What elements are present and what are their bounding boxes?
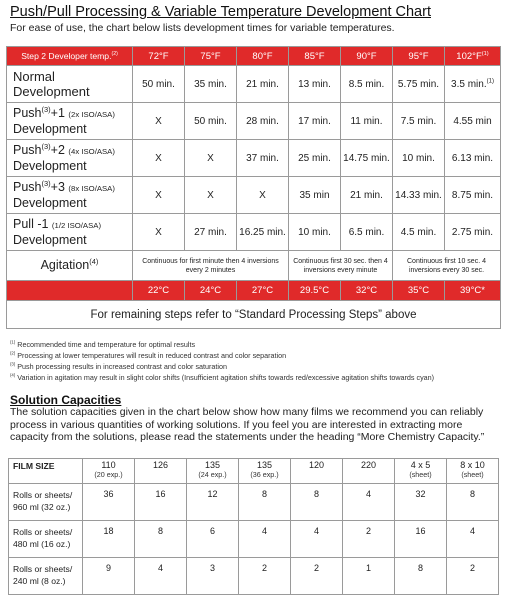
time-cell: 11 min.: [341, 103, 393, 140]
column-header: [135, 459, 187, 484]
time-cell: 6.13 min.: [445, 140, 501, 177]
row-label-note: (2x ISO/ASA): [68, 109, 115, 119]
temp-f-cell: [289, 47, 341, 66]
time-cell: 5.75 min.: [393, 66, 445, 103]
temp-f-cell: [445, 47, 501, 66]
temp-f: 95: [408, 50, 419, 62]
temp-f-unit: °F: [418, 50, 429, 62]
time-cell: 13 min.: [289, 66, 341, 103]
capacity-cell: 2: [447, 558, 499, 595]
temp-c-mark: *: [481, 285, 485, 296]
row-label-sup: (3): [41, 104, 51, 114]
temp-f: 90: [356, 50, 367, 62]
time-cell: 17 min.: [289, 103, 341, 140]
column-header: [447, 459, 499, 484]
time-cell: 4.55 min: [445, 103, 501, 140]
row-label-prefix: Pull -1: [13, 216, 49, 231]
section-paragraph: The solution capacities given in the chart below show how many films we recommend you can reliably process in various quantities of working solutions. If you feel you are interested in extracting more capacity from the solutions, please read the statements under the heading “More Chemistry Capacity.”: [10, 406, 485, 443]
column-sub: (sheet): [461, 470, 484, 479]
footnote-num: (3): [10, 361, 16, 367]
row-label-note: (8x ISO/ASA): [68, 183, 115, 193]
temp-f-unit: °F: [366, 50, 377, 62]
page-title: Push/Pull Processing & Variable Temperature Development Chart: [10, 4, 431, 20]
row-label: [9, 521, 83, 558]
time-cell: 14.33 min.: [393, 177, 445, 214]
row-label: [7, 103, 133, 140]
temp-f-cell: [185, 47, 237, 66]
time-cell: 6.5 min.: [341, 214, 393, 251]
capacity-cell: 8: [135, 521, 187, 558]
temp-f: 80: [252, 50, 263, 62]
fahrenheit-header-row: [7, 47, 501, 66]
footnote: [10, 340, 195, 349]
column-name: 135: [204, 460, 221, 470]
time-cell: X: [185, 140, 237, 177]
row-label-prefix: Push: [13, 179, 42, 194]
footnote: [10, 351, 286, 360]
capacity-cell: 3: [187, 558, 239, 595]
agitation-note: Continuous first 10 sec. 4 inversions every 30 sec.: [393, 251, 501, 281]
column-name: 126: [152, 460, 169, 470]
row-label-b: 960 ml (32 oz.): [13, 502, 71, 512]
row-label-a: Rolls or sheets/: [13, 564, 73, 574]
table-row: [9, 521, 499, 558]
temp-c: 24: [199, 285, 211, 296]
row-label: [7, 140, 133, 177]
time-cell: 8.75 min.: [445, 177, 501, 214]
row-label: Normal Development: [7, 66, 133, 103]
column-header: [239, 459, 291, 484]
agitation-label: Agitation: [40, 258, 90, 272]
temp-c: 35: [407, 285, 419, 296]
time-cell: X: [133, 103, 185, 140]
column-name: 120: [308, 460, 325, 470]
temp-c-unit: °C: [366, 285, 378, 296]
celsius-blank-cell: [7, 281, 133, 301]
time-cell: 35 min.: [185, 66, 237, 103]
temp-c: 22: [147, 285, 159, 296]
column-name: 110: [101, 460, 116, 470]
temp-c-unit: °C: [418, 285, 430, 296]
temp-c-unit: °C: [158, 285, 170, 296]
row-label-mid: +2: [50, 142, 65, 157]
capacity-header-row: [9, 459, 499, 484]
agitation-row: [7, 251, 501, 281]
time-cell: 16.25 min.: [237, 214, 289, 251]
capacity-cell: 8: [447, 484, 499, 521]
row-label-note: (4x ISO/ASA): [68, 146, 115, 156]
capacity-cell: 4: [343, 484, 395, 521]
temp-f: 85: [304, 50, 315, 62]
celsius-row: [7, 281, 501, 301]
footnote-text: Processing at lower temperatures will result in reduced contrast and color separation: [17, 351, 287, 360]
footnote-num: (1): [10, 339, 16, 345]
row-label: [9, 558, 83, 595]
time-cell: X: [133, 140, 185, 177]
capacity-cell: 8: [239, 484, 291, 521]
time-cell: 50 min.: [133, 66, 185, 103]
capacity-cell: 16: [135, 484, 187, 521]
step-label-cell: [7, 47, 133, 66]
column-header: [291, 459, 343, 484]
column-header: [83, 459, 135, 484]
time-cell-wrap: [445, 66, 501, 103]
column-header: [187, 459, 239, 484]
capacity-cell: 4: [291, 521, 343, 558]
column-sub: (sheet): [409, 470, 432, 479]
time-cell: X: [133, 177, 185, 214]
row-label: [9, 484, 83, 521]
temp-c: 27: [251, 285, 263, 296]
capacity-cell: 2: [291, 558, 343, 595]
temp-f-unit: °F: [472, 50, 482, 62]
film-size-label: FILM SIZE: [9, 459, 83, 484]
row-label-sup: (3): [41, 141, 51, 151]
temp-c-cell: [341, 281, 393, 301]
time-cell: 10 min.: [393, 140, 445, 177]
remaining-steps-row: [7, 301, 501, 329]
agitation-note: Continuous for first minute then 4 inversions every 2 minutes: [133, 251, 289, 281]
temp-f: 75: [200, 50, 211, 62]
column-name: 8 x 10: [460, 460, 485, 470]
capacity-cell: 36: [83, 484, 135, 521]
temp-f-unit: °F: [314, 50, 325, 62]
temp-c-cell: [185, 281, 237, 301]
temp-c: 39: [460, 285, 471, 296]
capacity-cell: 9: [83, 558, 135, 595]
table-row: [9, 484, 499, 521]
time-cell: 2.75 min.: [445, 214, 501, 251]
time-cell: X: [133, 214, 185, 251]
row-label-b: 480 ml (16 oz.): [13, 539, 71, 549]
row-label-mid: +1: [50, 105, 65, 120]
time-cell: 25 min.: [289, 140, 341, 177]
footnote-text: Variation in agitation may result in slight color shifts (Insufficient agitation shifts towards red/excessive agitation shifts towards cyan): [17, 373, 435, 382]
time-cell: 14.75 min.: [341, 140, 393, 177]
capacity-cell: 32: [395, 484, 447, 521]
footnote-num: (4): [10, 372, 16, 378]
temp-f-unit: °F: [262, 50, 273, 62]
time-cell: 3.5 min.: [451, 78, 487, 90]
capacity-cell: 12: [187, 484, 239, 521]
time-cell: 50 min.: [185, 103, 237, 140]
time-cell: 37 min.: [237, 140, 289, 177]
column-sub: (36 exp.): [250, 470, 279, 479]
table-row: [7, 140, 501, 177]
capacity-cell: 1: [343, 558, 395, 595]
column-name: 4 x 5: [410, 460, 431, 470]
time-cell: 35 min: [289, 177, 341, 214]
table-row: [7, 214, 501, 251]
column-sub: (20 exp.): [94, 470, 123, 479]
footnote-text: Push processing results in increased contrast and color saturation: [17, 362, 228, 371]
temp-c-unit: °C: [470, 285, 482, 296]
capacity-cell: 2: [343, 521, 395, 558]
capacity-cell: 2: [239, 558, 291, 595]
temp-c-unit: °C: [262, 285, 274, 296]
time-cell: X: [185, 177, 237, 214]
time-cell: 27 min.: [185, 214, 237, 251]
development-chart-table: [6, 46, 501, 329]
table-row: [9, 558, 499, 595]
temp-f-sup: (1): [481, 50, 489, 57]
temp-f-cell: [341, 47, 393, 66]
intro-text: For ease of use, the chart below lists development times for variable temperatures.: [10, 22, 395, 34]
step-label-sup: (2): [111, 51, 118, 58]
row-label-suffix: Development: [13, 195, 87, 210]
column-name: 220: [360, 460, 377, 470]
agitation-label-cell: [7, 251, 133, 281]
section-heading: Solution Capacities: [10, 393, 122, 407]
agitation-note: Continuous first 30 sec. then 4 inversions every minute: [289, 251, 393, 281]
time-sup: (1): [486, 78, 494, 85]
table-row: [7, 66, 501, 103]
temp-c-unit: °C: [210, 285, 222, 296]
temp-c-cell: [445, 281, 501, 301]
temp-f-cell: [237, 47, 289, 66]
capacity-cell: 18: [83, 521, 135, 558]
row-label: [7, 177, 133, 214]
time-cell: 8.5 min.: [341, 66, 393, 103]
row-label-a: Rolls or sheets/: [13, 527, 73, 537]
time-cell: 7.5 min.: [393, 103, 445, 140]
footnote: [10, 362, 227, 371]
temp-c-cell: [237, 281, 289, 301]
capacity-cell: 8: [291, 484, 343, 521]
time-cell: 21 min.: [341, 177, 393, 214]
temp-f-cell: [133, 47, 185, 66]
row-label-note: (1/2 ISO/ASA): [51, 220, 102, 230]
row-label-b: 240 ml (8 oz.): [13, 576, 66, 586]
row-label-suffix: Development: [13, 121, 87, 136]
temp-f-cell: [393, 47, 445, 66]
capacity-table: [8, 458, 499, 595]
row-label-mid: +3: [50, 179, 65, 194]
footnote-text: Recommended time and temperature for optimal results: [17, 340, 196, 349]
capacity-cell: 16: [395, 521, 447, 558]
temp-c-unit: °C: [318, 285, 330, 296]
row-label-a: Rolls or sheets/: [13, 490, 73, 500]
agitation-sup: (4): [89, 256, 99, 266]
temp-c: 32: [355, 285, 367, 296]
row-label-sup: (3): [41, 178, 51, 188]
temp-f-unit: °F: [158, 50, 169, 62]
column-name: 135: [256, 460, 273, 470]
row-label: [7, 214, 133, 251]
column-header: [343, 459, 395, 484]
temp-f: 102: [456, 50, 473, 62]
temp-f: 72: [148, 50, 159, 62]
time-cell: 10 min.: [289, 214, 341, 251]
capacity-cell: 4: [135, 558, 187, 595]
table-row: [7, 177, 501, 214]
capacity-cell: 6: [187, 521, 239, 558]
row-label-suffix: Development: [13, 232, 87, 247]
temp-c: 29.5: [299, 285, 319, 296]
row-label-prefix: Push: [13, 105, 42, 120]
temp-c-cell: [133, 281, 185, 301]
capacity-cell: 4: [447, 521, 499, 558]
step-label: Step 2 Developer temp.: [21, 51, 112, 61]
capacity-cell: 8: [395, 558, 447, 595]
temp-f-unit: °F: [210, 50, 221, 62]
time-cell: 21 min.: [237, 66, 289, 103]
row-label-suffix: Development: [13, 158, 87, 173]
table-row: [7, 103, 501, 140]
temp-c-cell: [289, 281, 341, 301]
remaining-steps-note: For remaining steps refer to “Standard Processing Steps” above: [7, 301, 501, 329]
capacity-cell: 4: [239, 521, 291, 558]
footnote: [10, 373, 434, 382]
temp-c-cell: [393, 281, 445, 301]
row-label-prefix: Push: [13, 142, 42, 157]
time-cell: 4.5 min.: [393, 214, 445, 251]
footnote-num: (2): [10, 350, 16, 356]
column-header: [395, 459, 447, 484]
column-sub: (24 exp.): [198, 470, 227, 479]
time-cell: 28 min.: [237, 103, 289, 140]
time-cell: X: [237, 177, 289, 214]
